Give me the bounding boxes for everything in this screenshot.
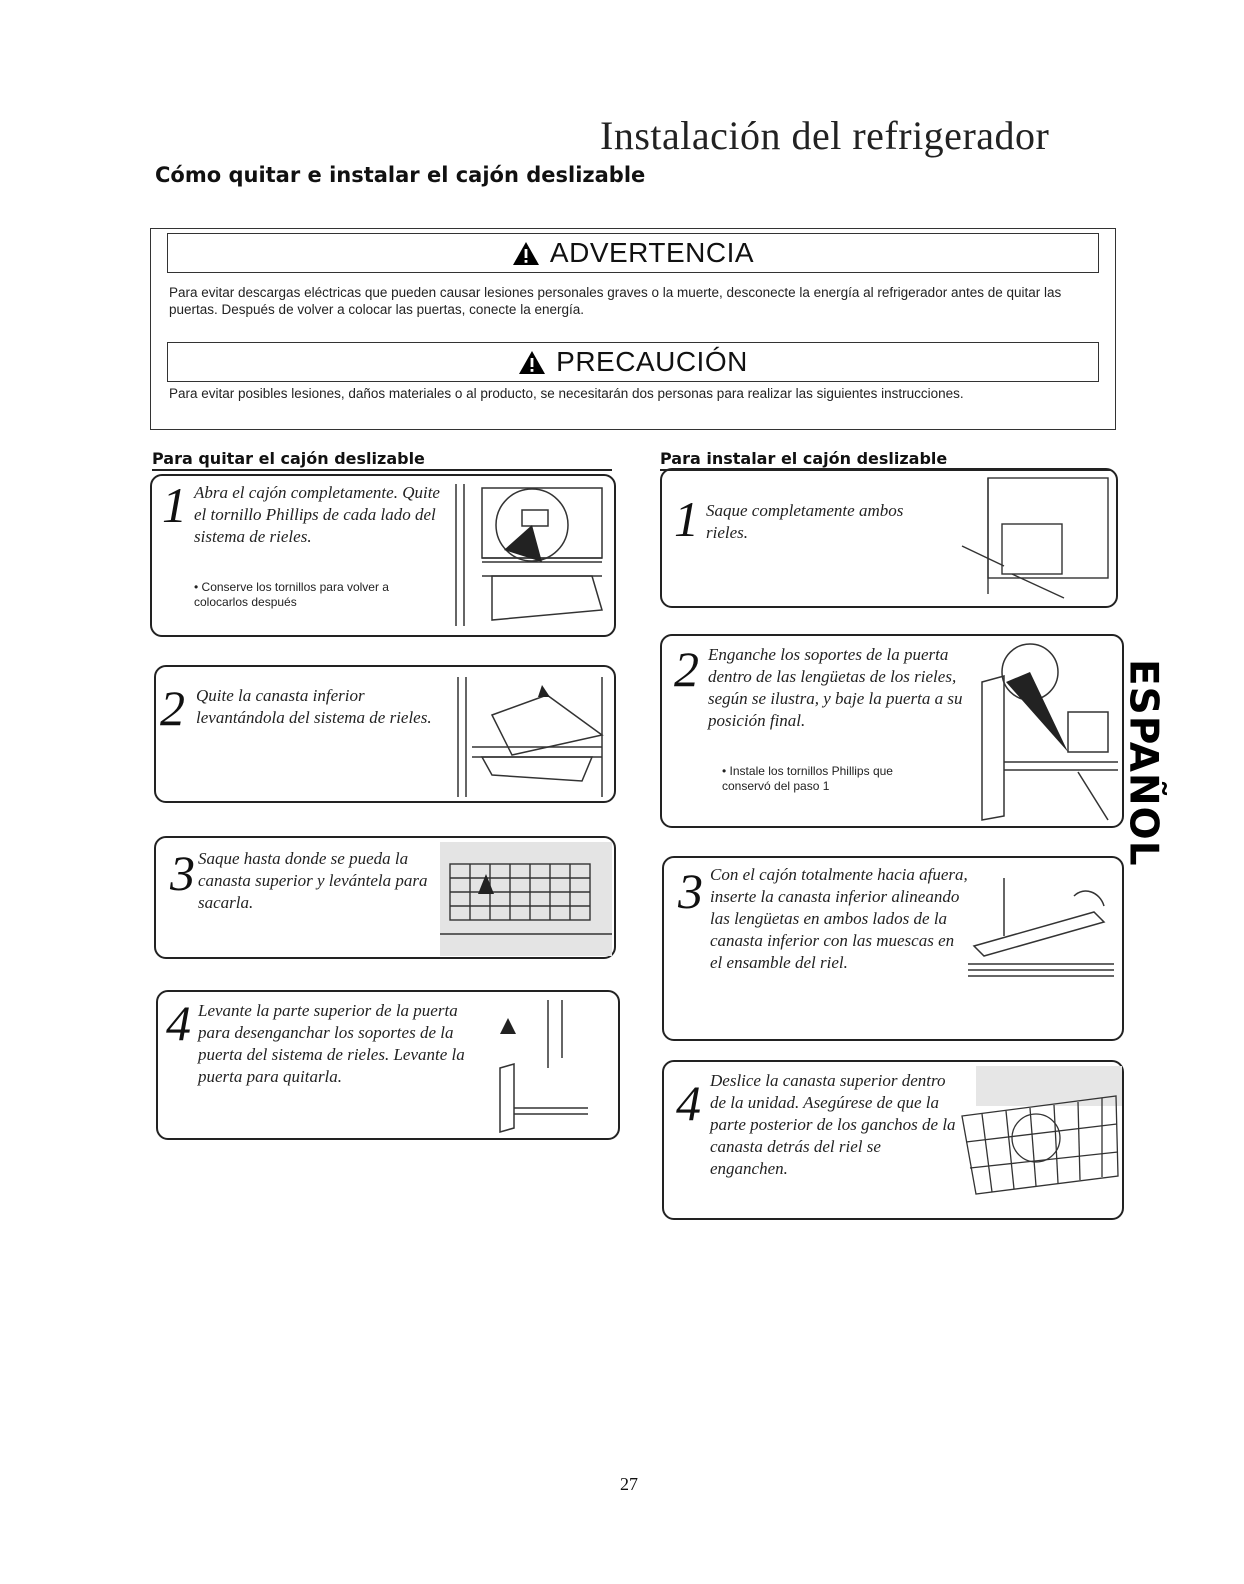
step-text: Enganche los soportes de la puerta dentro de las lengüetas de los rieles, según se ilustra, y baje la puerta a su posición final. (708, 645, 963, 730)
page-number: 27 (620, 1474, 638, 1494)
remove-door-illustration (478, 998, 608, 1134)
step-bullet-text: Conserve los tornillos para volver a colocarlos después (194, 580, 389, 609)
drawer-rail-screw-illustration (452, 480, 612, 630)
slide-upper-basket-illustration (956, 1066, 1122, 1216)
step-text: Saque hasta donde se pueda la canasta superior y levántela para sacarla. (198, 849, 428, 912)
step-number: 3 (170, 845, 195, 901)
pull-out-rails-illustration (952, 474, 1114, 604)
step-text: Quite la canasta inferior levantándola del sistema de rieles. (196, 686, 432, 727)
warning-triangle-icon (512, 241, 540, 266)
remove-step-1 (150, 474, 616, 637)
remove-upper-basket-illustration (440, 842, 612, 956)
caution-text: Para evitar posibles lesiones, daños materiales o al producto, se necesitarán dos personas para realizar las siguientes instrucciones. (169, 386, 964, 401)
step-bullet: • Instale los tornillos Phillips que conservó del paso 1 (722, 764, 893, 793)
warning-label: ADVERTENCIA (549, 237, 755, 268)
caution-label: PRECAUCIÓN (556, 346, 748, 377)
step-bullet: • Conserve los tornillos para volver a colocarlos después (194, 580, 389, 609)
remove-step-4 (156, 990, 620, 1140)
step-number: 3 (678, 863, 703, 919)
warning-triangle-icon (518, 350, 546, 375)
install-step-1 (660, 468, 1118, 608)
remove-step-2 (154, 665, 616, 803)
hook-door-brackets-illustration (968, 642, 1118, 822)
remove-step-3 (154, 836, 616, 959)
language-side-tab (1122, 650, 1164, 875)
step-number: 4 (166, 995, 191, 1051)
step-number: 1 (162, 477, 187, 533)
step-number: 4 (676, 1075, 701, 1131)
language-side-tab-label: ESPAÑOL (1120, 658, 1166, 867)
install-step-4 (662, 1060, 1124, 1220)
page-title: Instalación del refrigerador (600, 113, 1050, 158)
warning-header (167, 233, 1099, 273)
step-number: 2 (674, 641, 699, 697)
caution-header (167, 342, 1099, 382)
install-step-3 (662, 856, 1124, 1041)
step-text: Abra el cajón completamente. Quite el tornillo Phillips de cada lado del sistema de rieles. (194, 483, 440, 546)
safety-notice-box (150, 228, 1116, 430)
insert-lower-basket-illustration (964, 876, 1120, 996)
step-text: Con el cajón totalmente hacia afuera, inserte la canasta inferior alineando las lengüetas en ambos lados de la canasta inferior con las muescas en el ensamble del riel. (710, 865, 968, 972)
install-step-2 (660, 634, 1124, 828)
section-title: Cómo quitar e instalar el cajón deslizable (155, 163, 646, 187)
step-number: 2 (160, 680, 185, 736)
step-text: Saque completamente ambos rieles. (706, 501, 904, 542)
step-bullet-text: Instale los tornillos Phillips que conservó del paso 1 (722, 764, 893, 793)
warning-text: Para evitar descargas eléctricas que pueden causar lesiones personales graves o la muerte, desconecte la energía al refrigerador antes de quitar las puertas. Después de volver a colocar las puertas, conecte la energía. (169, 285, 1062, 317)
step-number: 1 (674, 491, 699, 547)
step-text: Levante la parte superior de la puerta para desenganchar los soportes de la puerta del sistema de rieles. Levante la puerta para quitarla. (198, 1001, 465, 1086)
install-heading: Para instalar el cajón deslizable (660, 449, 948, 468)
remove-heading: Para quitar el cajón deslizable (152, 449, 425, 468)
remove-heading-rule (152, 469, 612, 471)
step-text: Deslice la canasta superior dentro de la unidad. Asegúrese de que la parte posterior de los ganchos de la canasta detrás del riel se enganchen. (710, 1071, 956, 1178)
remove-lower-basket-illustration (452, 675, 612, 799)
